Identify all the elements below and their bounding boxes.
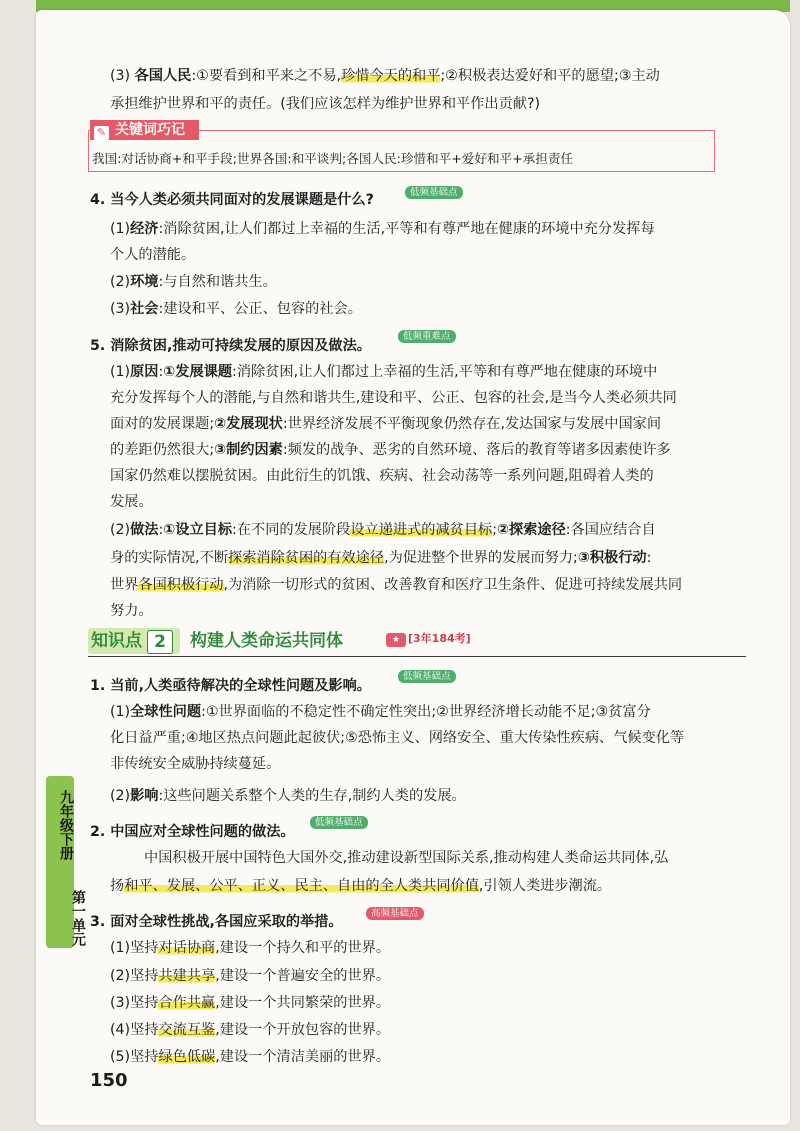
k2-line-1: 中国积极开展中国特色大国外交,推动建设新型国际关系,推动构建人类命运共同体,弘 — [144, 850, 669, 866]
q4-item-2: (2)环境:与自然和谐共生。 — [110, 274, 277, 290]
k3-item-3: (3)坚持合作共赢,建设一个共同繁荣的世界。 — [110, 995, 391, 1011]
knowledge-point-label: 知识点 — [91, 631, 142, 651]
keyword-box-text: 我国:对话协商+和平手段;世界各国:和平谈判;各国人民:珍惜和平+爱好和平+承担责任 — [92, 151, 574, 166]
q5-line-1: (1)原因:①发展课题:消除贫困,让人们都过上幸福的生活,平等和有尊严地在健康的环境中 — [110, 364, 658, 380]
q5-line-2: 充分发挥每个人的潜能,与自然和谐共生,建设和平、公正、包容的社会,是当今人类必须共同 — [110, 390, 677, 406]
q5-line-4: 的差距仍然很大;③制约因素:频发的战争、恶劣的自然环境、落后的教育等诸多因素使许多 — [110, 442, 671, 458]
k3-frequency-badge: 高频基础点 — [366, 907, 424, 920]
k1-line-2: 化日益严重;④地区热点问题此起彼伏;⑤恐怖主义、网络安全、重大传染性疾病、气候变化等 — [110, 730, 685, 746]
q5-line-3: 面对的发展课题;②发展现状:世界经济发展不平衡现象仍然存在,发达国家与发展中国家间 — [110, 416, 662, 432]
k3-item-1: (1)坚持对话协商,建设一个持久和平的世界。 — [110, 940, 391, 956]
star-icon: ★ — [386, 633, 406, 647]
q4-heading: 4. 当今人类必须共同面对的发展课题是什么? — [90, 192, 374, 208]
knowledge-point-number: 2 — [147, 630, 173, 654]
side-tab-grade: 九年级下册 — [58, 790, 74, 860]
q5-line-6: 发展。 — [110, 494, 153, 510]
k1-heading: 1. 当前,人类亟待解决的全球性问题及影响。 — [90, 678, 371, 694]
q5-line-5: 国家仍然难以摆脱贫困。由此衍生的饥饿、疾病、社会动荡等一系列问题,阻碍着人类的 — [110, 468, 654, 484]
k2-line-2: 扬和平、发展、公平、正义、民主、自由的全人类共同价值,引领人类进步潮流。 — [110, 878, 612, 894]
pencil-icon: ✎ — [94, 126, 109, 140]
k1-line-4: (2)影响:这些问题关系整个人类的生存,制约人类的发展。 — [110, 788, 466, 804]
q4-frequency-badge: 低频基础点 — [405, 186, 463, 199]
exam-frequency-note: [3年184考] — [408, 632, 471, 645]
q4-item-1-cont: 个人的潜能。 — [110, 247, 196, 263]
q5-line-9: 世界各国积极行动,为消除一切形式的贫困、改善教育和医疗卫生条件、促进可持续发展共同 — [110, 577, 683, 593]
q5-frequency-badge: 低频重难点 — [398, 330, 456, 343]
side-tab-unit: 第一单元 — [70, 890, 86, 946]
knowledge-point-title: 构建人类命运共同体 — [190, 631, 343, 651]
k2-frequency-badge: 低频基础点 — [310, 816, 368, 829]
k1-line-3: 非传统安全威胁持续蔓延。 — [110, 756, 281, 772]
keyword-box-title: ✎ 关键词巧记 — [90, 120, 199, 140]
k3-item-2: (2)坚持共建共享,建设一个普遍安全的世界。 — [110, 968, 391, 984]
q5-line-7: (2)做法:①设立目标:在不同的发展阶段设立递进式的减贫目标;②探索途径:各国应结合自 — [110, 522, 656, 538]
k3-item-5: (5)坚持绿色低碳,建设一个清洁美丽的世界。 — [110, 1049, 391, 1065]
page-number: 150 — [90, 1070, 128, 1091]
q5-heading: 5. 消除贫困,推动可持续发展的原因及做法。 — [90, 338, 371, 354]
k3-heading: 3. 面对全球性挑战,各国应采取的举措。 — [90, 914, 343, 930]
section-divider — [88, 656, 746, 657]
k2-heading: 2. 中国应对全球性问题的做法。 — [90, 824, 295, 840]
k3-item-4: (4)坚持交流互鉴,建设一个开放包容的世界。 — [110, 1022, 391, 1038]
s3-line-2: 承担维护世界和平的责任。(我们应该怎样为维护世界和平作出贡献?) — [110, 96, 541, 112]
q4-item-1: (1)经济:消除贫困,让人们都过上幸福的生活,平等和有尊严地在健康的环境中充分发挥每 — [110, 221, 655, 237]
k1-frequency-badge: 低频基础点 — [398, 670, 456, 683]
s3-line-1: (3) 各国人民:①要看到和平来之不易,珍惜今天的和平;②积极表达爱好和平的愿望;③主动 — [110, 68, 660, 84]
q5-line-8: 身的实际情况,不断探索消除贫困的有效途径,为促进整个世界的发展而努力;③积极行动: — [110, 550, 652, 566]
k1-line-1: (1)全球性问题:①世界面临的不稳定性不确定性突出;②世界经济增长动能不足;③贫富分 — [110, 704, 651, 720]
q5-line-10: 努力。 — [110, 603, 153, 619]
q4-item-3: (3)社会:建设和平、公正、包容的社会。 — [110, 301, 362, 317]
